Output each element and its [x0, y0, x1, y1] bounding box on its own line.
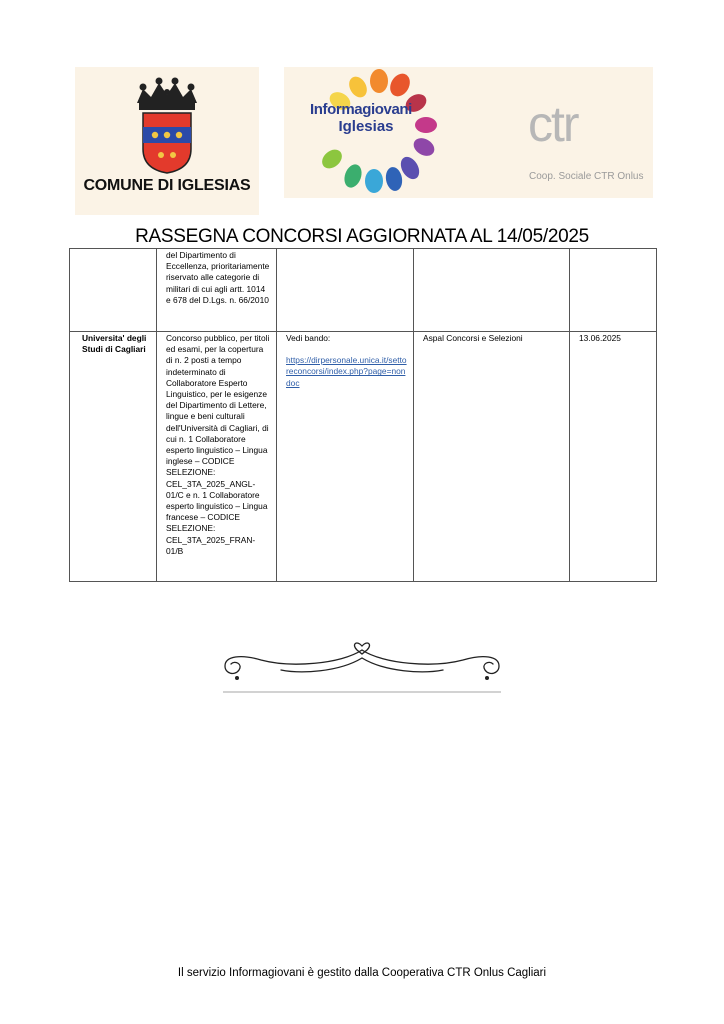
informagiovani-line2: Iglesias	[338, 118, 394, 135]
coat-of-arms-icon	[75, 67, 259, 182]
page-title: RASSEGNA CONCORSI AGGIORNATA AL 14/05/2025	[135, 226, 589, 247]
scadenza-cell: 13.06.2025	[570, 332, 657, 582]
comune-name: COMUNE DI IGLESIAS	[83, 177, 251, 194]
bando-cell	[277, 249, 414, 332]
informagiovani-ctr-logo	[284, 67, 653, 198]
ctr-subtitle: Coop. Sociale CTR Onlus	[529, 171, 644, 182]
concorsi-table	[69, 248, 657, 582]
footer-text: Il servizio Informagiovani è gestito dalla Cooperativa CTR Onlus Cagliari	[177, 967, 547, 979]
comune-iglesias-logo	[75, 67, 259, 215]
table-row	[70, 332, 657, 582]
table-row	[70, 249, 657, 332]
descrizione-cell: Concorso pubblico, per titoli ed esami, per la copertura di n. 2 posti a tempo indeterminato di Collaboratore Esperto Linguistico, per le esigenze del Dipartimento di Lettere, lingue e beni culturali dell'Università di Cagliari, di cui n. 1 Collaboratore esperto linguistico – Lingua inglese – CODICE SELEZIONE: CEL_3TA_2025_ANGL-01/C e n. 1 Collaboratore esperto linguistico – Lingua francese – CODICE SELEZIONE: CEL_3TA_2025_FRAN-01/B	[157, 332, 277, 582]
ente-line2: Studi di Cagliari	[82, 344, 146, 355]
ente-cell	[70, 332, 157, 582]
fonte-cell: Aspal Concorsi e Selezioni	[414, 332, 570, 582]
fonte-cell	[414, 249, 570, 332]
informagiovani-wordmark	[286, 101, 436, 135]
ornament-divider-icon	[221, 638, 503, 696]
ctr-wordmark: ctr	[528, 96, 578, 152]
ente-cell	[70, 249, 157, 332]
bando-link[interactable]: https://dirpersonale.unica.it/settoreconcorsi/index.php?page=nondoc	[286, 355, 407, 388]
bando-cell	[277, 332, 414, 582]
scadenza-cell	[570, 249, 657, 332]
bando-label: Vedi bando:	[286, 333, 331, 343]
ente-line1: Universita' degli	[82, 333, 147, 343]
descrizione-cell: del Dipartimento di Eccellenza, prioritariamente riservato alle categorie di militari di cui agli artt. 1014 e 678 del D.Lgs. n. 66/2010	[157, 249, 277, 332]
informagiovani-line1: Informagiovani	[310, 101, 412, 118]
